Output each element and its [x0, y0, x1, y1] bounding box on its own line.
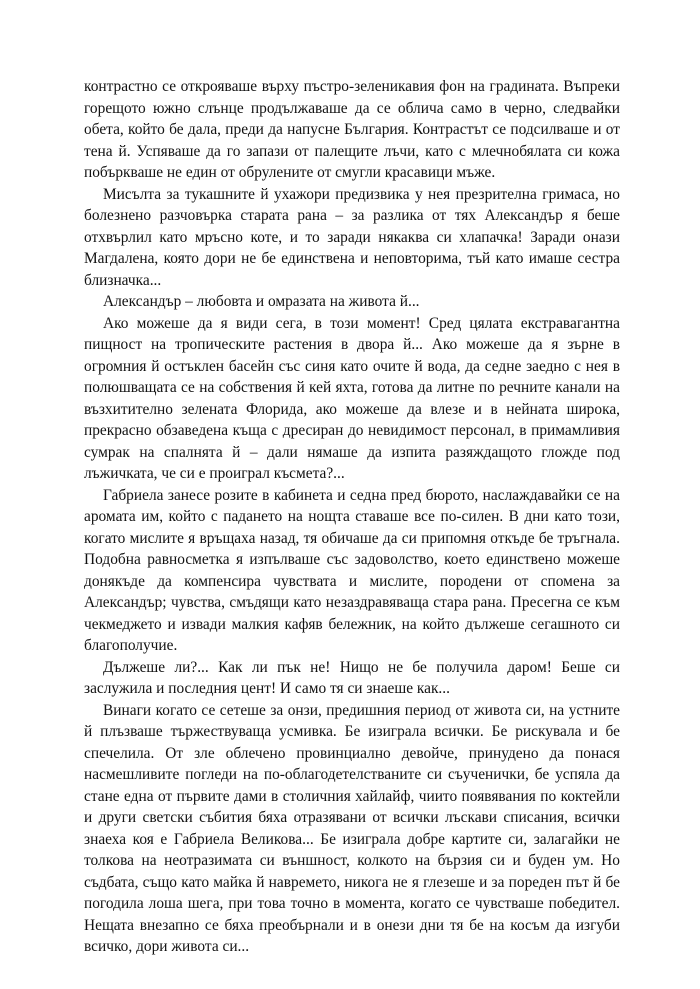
- paragraph: Габриела занесе розите в кабинета и седна пред бюрото, наслаждавайки се на аромата им, който с падането на нощта ставаше все по-силен. В дни като този, когато мислите я връщаха назад, тя обичаше да си припомня откъде бе тръгнала. Подобна равносметка я изпълваше със задоволство, което единствено можеше донякъде да компенсира чувствата и мислите, породени от спомена за Александър; чувства, смъдящи като незаздравяваща стара рана. Пресегна се към чекмеджето и извади малкия кафяв бележник, на който дължеше сегашното си благополучие.: [84, 486, 620, 654]
- page-text: [84, 76, 620, 958]
- paragraph: Александър – любовта и омразата на живота й...: [103, 293, 420, 310]
- paragraph: Дължеше ли?... Как ли пък не! Нищо не бе получила даром! Беше си заслужила и последния цент! И само тя си знаеше как...: [84, 658, 620, 697]
- paragraph: Ако можеше да я види сега, в този момент! Сред цялата екстравагантна пищност на тропическите растения в двора й... Ако можеше да я зърне в огромния й остъклен басейн със синя като очите й вода, да седне заедно с нея в полюшващата се на собствения й кей яхта, готова да литне по речните канали на възхитително зелената Флорида, ако можеше да влезе и в нейната широка, прекрасно обзаведена къща с дресиран до невидимост персонал, в примамливия сумрак на спалнята й – дали нямаше да изпита разяждащото гложде под лъжичката, че си е проиграл късмета?...: [84, 314, 620, 482]
- paragraph: Винаги когато се сетеше за онзи, предишния период от живота си, на устните й плъзваше тържествуваща усмивка. Бе изиграла всички. Бе рискувала и бе спечелила. От зле облечено провинциално девойче, принудено да понася насмешливите погледи на по-облагодетелстваните си съученички, бе успяла да стане една от първите дами в столичния хайлайф, чиито появявания по коктейли и други светски събития бяха отразявани от всички лъскави списания, всички знаеха коя е Габриела Великова... Бе изиграла добре картите си, залагайки не толкова на неотразимата си външност, колкото на бързия си и буден ум. Но съдбата, също като майка й навремето, никога не я глезеше и за пореден път й бе погодила лоша шега, при това точно в момента, когато се чувстваше победител. Нещата внезапно се бяха преобърнали и в онези дни тя бе на косъм да изгуби всичко, дори живота си...: [84, 701, 620, 955]
- paragraph: контрастно се открояваше върху пъстро-зеленикавия фон на градината. Въпреки горещото южно слънце продължаваше да се облича само в черно, следвайки обета, който бе дала, преди да напусне България. Контрастът се подсилваше и от тена й. Успяваше да го запази от палещите лъчи, като с млечнобялата си кожа побъркваше не един от обрулените от смугли красавици мъже.: [84, 78, 620, 181]
- paragraph: Мисълта за тукашните й ухажори предизвика у нея презрителна гримаса, но болезнено разчовърка старата рана – за разлика от тях Александър я беше отхвърлил като мръсно коте, и то заради някаква си хлапачка! Заради онази Магдалена, която дори не бе единствена и неповторима, тъй като имаше сестра близначка...: [84, 185, 620, 289]
